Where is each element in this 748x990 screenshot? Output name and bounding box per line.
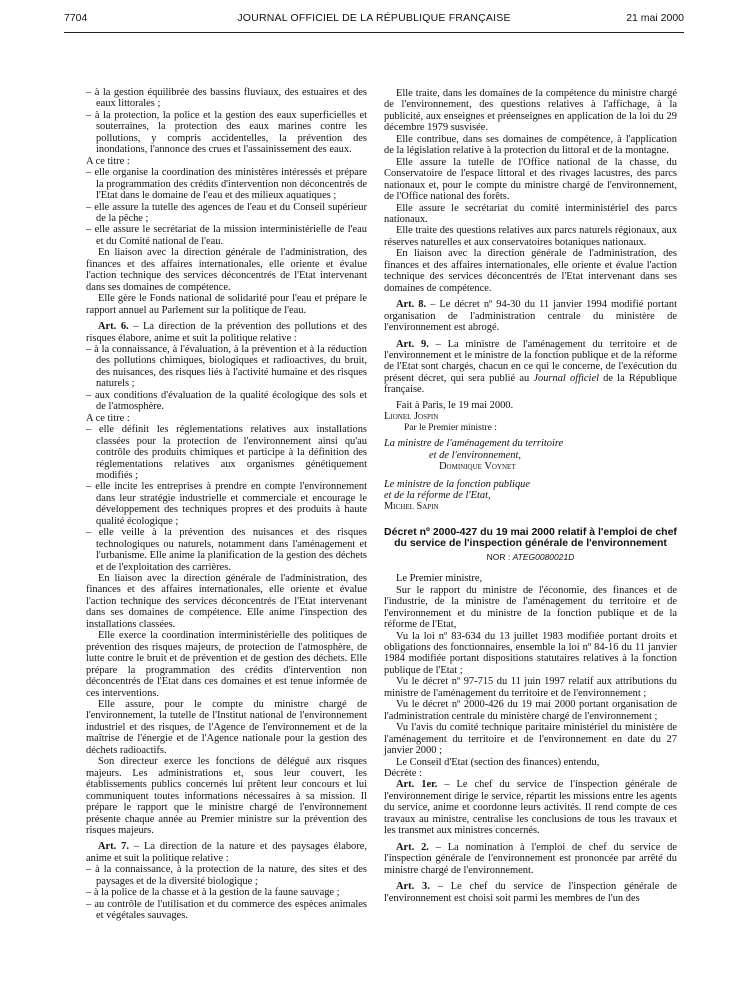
article-1 [384, 779, 677, 836]
left-column [86, 87, 367, 922]
article-text: – Le chef du service de l'inspection générale de l'environnement dirige le service, répartit les missions entre les agents du service, anime et coordonne leurs activités. Il rend compte de ces travaux au ministre, centralise les conclusions de tous les travaux et les transmet aux ministres concernés. [384, 779, 677, 837]
article-label: Art. 7. [98, 841, 129, 853]
paragraph: En liaison avec la direction générale de l'administration, des finances et des affaires internationales, elle oriente et évalue l'action technique des services déconcentrés de l'Etat intervenant dans ses domaines de compétence. Elle anime l'inspection des installations classées. [86, 573, 367, 630]
article-text: – La ministre de l'aménagement du territoire et de l'environnement et le ministre de la fonction publique et de la réforme de l'Etat sont chargés, chacun en ce qui le concerne, de l'exécution du présent décret, qui sera publié au [384, 338, 677, 384]
article-text: – Le décret nº 94-30 du 11 janvier 1994 modifié portant organisation de l'administration centrale du ministère de l'environnement est abrogé. [384, 299, 677, 334]
paragraph: Elle assure le secrétariat du comité interministériel des parcs nationaux. [384, 202, 677, 225]
decrete: Décrète : [384, 768, 422, 780]
list-item: – aux conditions d'évaluation de la qualité écologique des sols et de l'atmosphère. [86, 389, 367, 413]
list-item: – elle assure le secrétariat de la mission interministérielle de l'eau et du Comité national de l'eau. [86, 224, 367, 247]
paragraph: Elle exerce la coordination interministérielle des politiques de prévention des risques majeurs, de protection de l'atmosphère, de lutte contre le bruit et de prévention et de gestion des déchets. Elle prépare la programmation des crédits d'intervention non déconcentrés de l'Etat dans ces domaines et est tenue informée de ces interventions. [86, 630, 367, 699]
list-item: – elle incite les entreprises à prendre en compte l'environnement dans leur stratégie industrielle et commerciale et encourage le développement des techniques propres et des produits à haute qualité écologique ; [86, 481, 367, 527]
list-item: – elle veille à la prévention des nuisances et des risques technologiques ou naturels, notamment dans l'aménagement et l'urbanisme. Elle anime la planification de la gestion des déchets et de l'exploitation des carrières. [86, 527, 367, 573]
list-item: – à la police de la chasse et à la gestion de la faune sauvage ; [86, 887, 340, 899]
nor-code: ATEG0080021D [512, 551, 575, 562]
nor-label: NOR : [486, 551, 513, 562]
paragraph: Elle assure, pour le compte du ministre chargé de l'environnement, la tutelle de l'Institut national de l'environnement industriel et des risques, de l'Agence de l'environnement et de la maîtrise de l'énergie et de l'Agence nationale pour la gestion des déchets radioactifs. [86, 699, 367, 756]
header-rule [64, 32, 684, 33]
list-item: – elle définit les réglementations relatives aux installations classées pour la protection de l'environnement ainsi qu'au contrôle des produits chimiques et participe à la définition des réglementations relatives aux organismes génétiquement modifiés ; [86, 424, 367, 481]
article-label: Art. 2. [396, 841, 429, 853]
journal-reference: Journal officiel [533, 372, 599, 384]
article-3 [384, 881, 677, 904]
article-2 [384, 842, 677, 876]
preamble-line: Le Conseil d'Etat (section des finances) entendu, [396, 756, 600, 768]
minister1-name: Dominique Voynet [439, 461, 516, 473]
paragraph: Elle traite des questions relatives aux parcs naturels régionaux, aux réserves naturelles et aux conservatoires botaniques nationaux. [384, 225, 677, 248]
article-text: – La nomination à l'emploi de chef du service de l'inspection générale de l'environnement est prononcée par arrêté du ministre chargé de l'environnement. [384, 841, 678, 876]
list-item: – au contrôle de l'utilisation et du commerce des espèces animales et végétales sauvages. [86, 898, 367, 922]
paragraph: Elle gère le Fonds national de solidarité pour l'eau et prépare le rapport annuel au Parlement sur la politique de l'eau. [86, 293, 367, 316]
page-header [64, 12, 684, 26]
minister1-title: La ministre de l'aménagement du territoire [384, 438, 564, 450]
fait-a-paris: Fait à Paris, le 19 mai 2000. [396, 399, 514, 411]
list-item: – elle assure la tutelle des agences de l'eau et du Conseil supérieur de la pêche ; [86, 201, 367, 224]
article-label: Art. 8. [396, 299, 427, 311]
issue-date: 21 mai 2000 [626, 12, 684, 24]
article-label: Art. 1er. [396, 779, 438, 791]
preamble-line: Sur le rapport du ministre de l'économie, des finances et de l'industrie, de la ministre de l'aménagement du territoire et de l'environnement et du ministre de la fonction publique et de la réforme de l'Etat, [384, 584, 677, 631]
paragraph: Elle assure la tutelle de l'Office national de la chasse, du Conservatoire de l'espace littoral et des rivages lacustres, des parcs nationaux et, pour le compte du ministre chargé de l'environnement, de l'Office national des forêts. [384, 156, 677, 203]
paragraph: En liaison avec la direction générale de l'administration, des finances et des affaires internationales, elle oriente et évalue l'action technique des services déconcentrés de l'Etat intervenant dans ses domaines de compétence. [86, 247, 367, 293]
preamble-line: Vu l'avis du comité technique paritaire ministériel du ministère de l'aménagement du territoire et de l'environnement en date du 27 janvier 2000 ; [384, 722, 677, 757]
signatory-pm: Lionel Jospin [384, 411, 439, 423]
article-text: – La direction de la prévention des pollutions et des risques élabore, anime et suit la politique relative : [86, 321, 367, 344]
paragraph: Elle contribue, dans ses domaines de compétence, à l'application de la législation relative à la protection du littoral et de la montagne. [384, 133, 677, 157]
preamble-line: Vu la loi nº 83-634 du 13 juillet 1983 modifiée portant droits et obligations des fonctionnaires, ensemble la loi nº 84-16 du 11 janvier 1984 modifiée portant dispositions statutaires relatives à la fonction publique de l'Etat ; [384, 630, 677, 676]
article-label: Art. 6. [98, 321, 129, 333]
article-7 [86, 841, 367, 864]
minister1-title-2: et de l'environnement, [429, 449, 521, 461]
paragraph: Son directeur exerce les fonctions de délégué aux risques majeurs. Les administrations et, sous leur couvert, les établissements publics concernés lui prêtent leur concours et lui communiquent toutes informations nécessaires à sa mission. Il prépare le rapport que le ministre chargé de l'environnement présente chaque année au Premier ministre sur la prévention des risques majeurs. [86, 756, 367, 836]
a-ce-titre: A ce titre : [86, 155, 130, 167]
list-item: – à la protection, la police et la gestion des eaux superficielles et souterraines, la protection des eaux marines contre les pollutions, y compris accidentelles, la prévention des inondations, l'annonce des crues et l'assainissement des eaux. [86, 109, 367, 156]
right-column [384, 88, 677, 904]
page-number: 7704 [64, 12, 88, 24]
article-9 [384, 339, 677, 396]
article-label: Art. 3. [396, 881, 430, 893]
minister2-title: Le ministre de la fonction publique [384, 478, 531, 490]
minister2-title-2: et de la réforme de l'Etat, [384, 489, 491, 501]
article-text-end: de la République française. [384, 372, 677, 396]
article-6 [86, 321, 367, 344]
a-ce-titre: A ce titre : [86, 412, 130, 424]
article-8 [384, 299, 677, 333]
article-text: – Le chef du service de l'inspection générale de l'environnement est choisi soit parmi les membres de l'un des [384, 881, 677, 904]
list-item: – à la connaissance, à la protection de la nature, des sites et des paysages et de la diversité biologique ; [86, 864, 367, 887]
nor-reference [384, 552, 677, 563]
journal-title: JOURNAL OFFICIEL DE LA RÉPUBLIQUE FRANÇAISE [237, 12, 511, 24]
article-label: Art. 9. [396, 338, 429, 350]
minister2-name: Michel Sapin [384, 501, 439, 513]
preamble-line: Vu le décret nº 97-715 du 11 juin 1997 relatif aux attributions du ministre de l'aménagement du territoire et de l'environnement ; [384, 676, 677, 699]
par-le-premier-ministre: Par le Premier ministre : [404, 422, 497, 433]
paragraph: En liaison avec la direction générale de l'administration, des finances et des affaires internationales, elle oriente et évalue l'action technique des services déconcentrés de l'Etat intervenant dans ses domaines de compétence. [384, 248, 677, 294]
list-item: – elle organise la coordination des ministères intéressés et prépare la programmation des crédits d'intervention non déconcentrés de l'Etat dans le domaine de l'eau et des milieux aquatiques ; [86, 167, 367, 202]
paragraph: Elle traite, dans les domaines de la compétence du ministre chargé de l'environnement, des questions relatives à l'affichage, à la publicité, aux enseignes et préenseignes en application de la loi du 29 décembre 1979 susvisée. [384, 88, 677, 134]
decret-title: Décret nº 2000-427 du 19 mai 2000 relatif à l'emploi de chef du service de l'inspection générale de l'environnement [384, 525, 677, 550]
list-item: – à la connaissance, à l'évaluation, à la prévention et à la réduction des pollutions chimiques, biologiques et radioactives, du bruit, des nuisances, des risques liés à l'activité humaine et des risques naturels ; [86, 343, 367, 390]
article-text: – La direction de la nature et des paysages élabore, anime et suit la politique relative : [86, 841, 367, 864]
list-item: – à la gestion équilibrée des bassins fluviaux, des estuaires et des eaux littorales ; [86, 87, 367, 110]
preamble-line: Le Premier ministre, [396, 573, 483, 585]
preamble-line: Vu le décret nº 2000-426 du 19 mai 2000 portant organisation de l'administration centrale du ministère chargé de l'environnement ; [384, 699, 677, 722]
